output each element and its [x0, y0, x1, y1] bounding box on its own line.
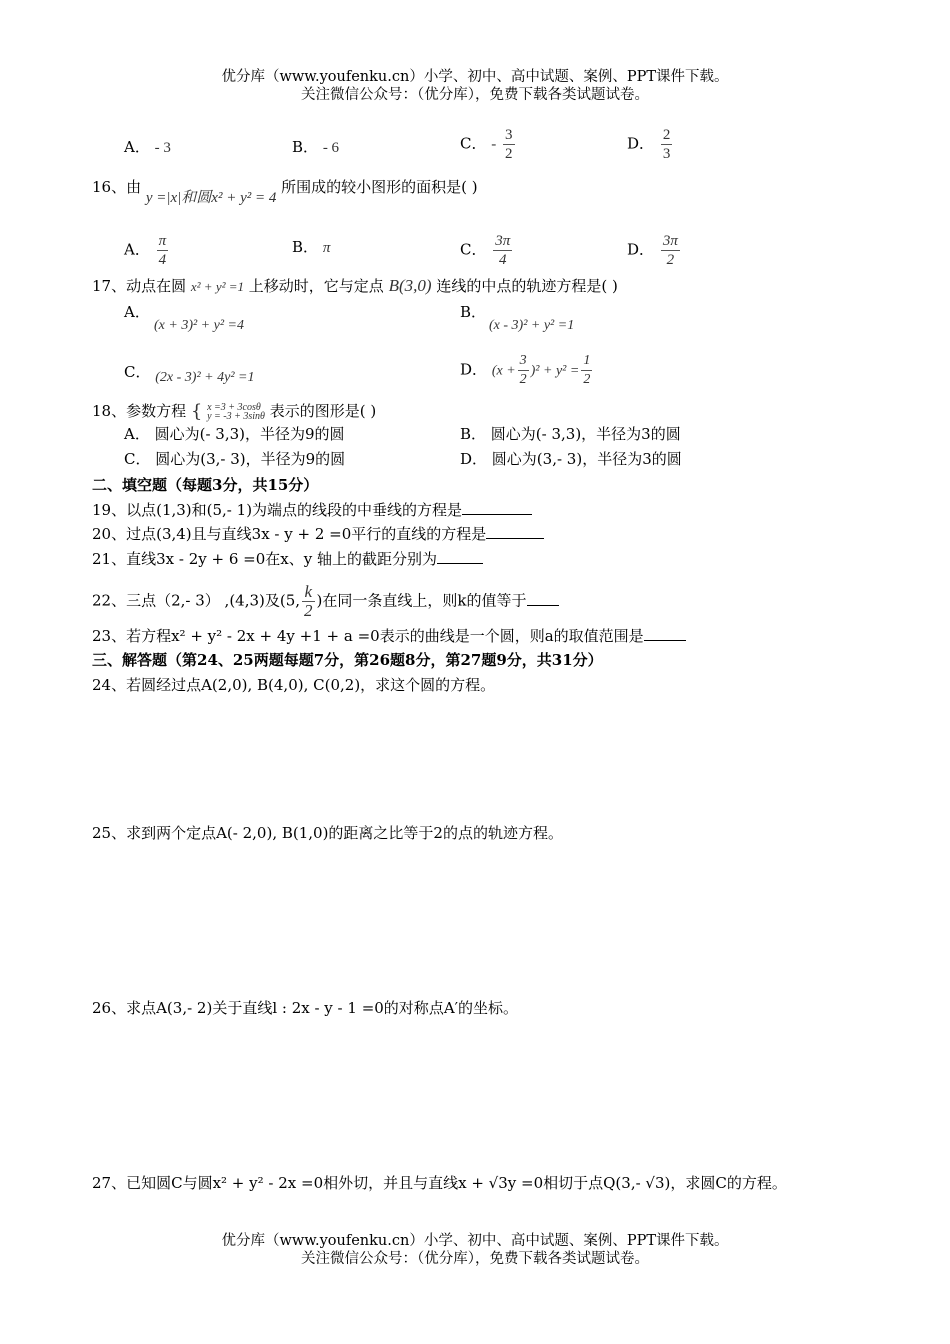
q18-suffix: 表示的图形是( )	[269, 402, 377, 420]
q21-text: 21、直线3x - 2y + 6 =0在x、y 轴上的截距分别为	[92, 550, 437, 568]
q16-option-d-label: D．	[627, 240, 655, 259]
q16-option-c-label: C．	[460, 240, 487, 259]
q20-answer-blank	[486, 522, 544, 539]
q20-text: 20、过点(3,4)且与直线3x - y + 2 =0平行的直线的方程是	[92, 525, 487, 543]
q15-option-b	[292, 137, 339, 158]
q19	[92, 498, 532, 521]
q16-prefix: 16、由	[92, 178, 142, 196]
q16-option-d	[627, 232, 682, 269]
q16-option-b	[292, 237, 330, 258]
q17-option-d-rden: 2	[583, 372, 591, 387]
q15-option-a-label: A．	[124, 138, 150, 156]
section-solution-title: 三、解答题（第24、25两题每题7分，第26题8分，第27题9分，共31分）	[92, 651, 603, 669]
q17-option-a	[124, 302, 150, 322]
q27: 27、已知圆C与圆x² + y² - 2x =0相外切，并且与直线x + √3y =0相切于点Q(3,- √3)，求圆C的方程。	[92, 1174, 787, 1192]
q17-option-d-rnum: 1	[581, 352, 592, 371]
q23-answer-blank	[644, 624, 686, 641]
q16-option-a-label: A．	[124, 240, 150, 259]
q17-circle: x² + y² =1	[190, 279, 245, 294]
q17-option-d-label: D．	[460, 360, 488, 379]
q21	[92, 547, 483, 570]
q16-option-c-num: 3π	[495, 233, 511, 249]
q18-option-b: B． 圆心为(- 3,3)，半径为3的圆	[460, 425, 681, 443]
q15-option-a-value: - 3	[154, 140, 171, 156]
q15-option-d-num: 2	[662, 127, 671, 143]
q17-option-d	[460, 352, 594, 389]
q19-text: 19、以点(1,3)和(5,- 1)为端点的线段的中垂线的方程是	[92, 501, 463, 519]
q24: 24、若圆经过点A(2,0), B(4,0), C(0,2)，求这个圆的方程。	[92, 676, 496, 694]
q17-suffix: 连线的中点的轨迹方程是( )	[436, 277, 618, 295]
q25: 25、求到两个定点A(- 2,0), B(1,0)的距离之比等于2的点的轨迹方程。	[92, 824, 563, 842]
q17-option-d-den: 2	[519, 372, 527, 387]
q17-option-c-math: (2x - 3)² + 4y² =1	[155, 370, 255, 385]
q22	[92, 583, 559, 620]
q15-option-c-num: 3	[505, 127, 513, 143]
q16-option-a-den: 4	[158, 252, 167, 268]
q19-answer-blank	[462, 498, 532, 515]
q17-option-a-math: (x + 3)² + y² =4	[154, 318, 244, 333]
q17-option-d-post: )² + y² =	[530, 363, 580, 379]
q22-pre: 22、三点（2,- 3） ,(4,3)及(5,	[92, 591, 301, 610]
q20	[92, 522, 544, 545]
q15-option-d-den: 3	[662, 146, 671, 162]
q17-option-b-label: B．	[460, 303, 487, 321]
q15-option-b-value: - 6	[322, 140, 340, 156]
q17-stem	[92, 275, 618, 298]
q22-post: )在同一条直线上，则k的值等于	[316, 591, 527, 610]
q18-option-c: C． 圆心为(3,- 3)，半径为9的圆	[124, 450, 346, 468]
q22-answer-blank	[527, 589, 559, 606]
q17-option-d-pre: (x +	[491, 363, 516, 379]
q18-brace: {	[190, 401, 203, 422]
q18-eq1: x =3 + 3cosθ	[207, 402, 261, 413]
section-fill-in-title: 二、填空题（每题3分，共15分）	[92, 476, 319, 494]
page-header-line2: 关注微信公众号：（优分库），免费下载各类试题试卷。	[301, 87, 649, 103]
q16-option-b-value: π	[322, 240, 331, 256]
q15-option-d-label: D．	[627, 134, 655, 153]
q18-system	[207, 403, 265, 421]
page-header-line1: 优分库（www.youfenku.cn）小学、初中、高中试题、案例、PPT课件下载。	[221, 69, 729, 85]
q17-prefix: 17、动点在圆	[92, 277, 187, 295]
q23-text: 23、若方程x² + y² - 2x + 4y +1 + a =0表示的曲线是一个圆，则a的取值范围是	[92, 627, 644, 645]
q21-answer-blank	[437, 547, 483, 564]
q16-stem	[92, 176, 478, 206]
q17-mid: 上移动时，它与定点	[248, 277, 384, 295]
q17-option-c-label: C．	[124, 363, 151, 381]
q23	[92, 624, 686, 647]
q15-option-c-label: C．	[460, 134, 487, 153]
q17-point: B(3,0)	[388, 276, 432, 295]
q17-option-a-value	[154, 314, 244, 336]
q16-option-c-den: 4	[499, 252, 507, 268]
q22-num: k	[302, 583, 315, 602]
q15-option-c-sign: -	[491, 136, 497, 153]
q16-option-d-num: 3π	[662, 233, 678, 249]
q18-option-d: D． 圆心为(3,- 3)，半径为3的圆	[460, 450, 682, 468]
q17-option-b-value	[489, 314, 574, 336]
q17-option-b	[460, 302, 486, 322]
q17-option-a-label: A．	[124, 303, 150, 321]
q22-den: 2	[304, 601, 313, 620]
q18-eq2: y = -3 + 3sinθ	[207, 411, 265, 422]
q16-option-b-label: B．	[292, 238, 319, 256]
q16-option-d-den: 2	[666, 252, 675, 268]
q18-option-a: A． 圆心为(- 3,3)，半径为9的圆	[124, 425, 345, 443]
page-footer-line1: 优分库（www.youfenku.cn）小学、初中、高中试题、案例、PPT课件下载。	[221, 1233, 729, 1249]
q18-stem	[92, 400, 376, 423]
q18-prefix: 18、参数方程	[92, 402, 187, 420]
q16-suffix: 所围成的较小图形的面积是( )	[281, 178, 478, 196]
q15-option-c-den: 2	[505, 146, 513, 162]
q15-option-d	[627, 126, 674, 163]
q16-option-a-num: π	[158, 233, 167, 249]
q17-option-d-num: 3	[518, 352, 529, 371]
q16-option-a	[124, 232, 170, 269]
q16-math: y =|x|和圆x² + y² = 4	[145, 190, 277, 206]
page-footer-line2: 关注微信公众号：（优分库），免费下载各类试题试卷。	[301, 1251, 649, 1267]
q15-option-b-label: B．	[292, 138, 319, 156]
q26: 26、求点A(3,- 2)关于直线l : 2x - y - 1 =0的对称点A′的坐标。	[92, 999, 519, 1017]
q16-option-c	[460, 232, 514, 269]
q15-option-c	[460, 126, 517, 163]
q15-option-a	[124, 137, 171, 158]
q17-option-b-math: (x - 3)² + y² =1	[489, 318, 575, 333]
q17-option-c	[124, 362, 254, 384]
